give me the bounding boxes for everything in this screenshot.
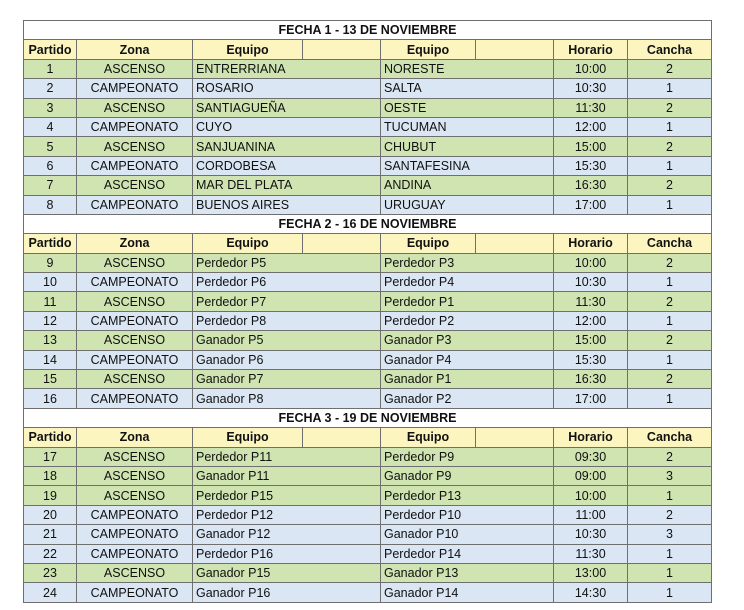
section-title-row <box>24 408 712 427</box>
match-team-home: Ganador P8 <box>193 389 381 408</box>
match-court: 1 <box>628 117 712 136</box>
match-team-home: Ganador P15 <box>193 563 381 582</box>
match-team-away: NORESTE <box>381 59 554 78</box>
match-team-home: Perdedor P12 <box>193 505 381 524</box>
match-time: 15:30 <box>554 350 628 369</box>
match-zone: CAMPEONATO <box>77 544 193 563</box>
match-zone: ASCENSO <box>77 466 193 485</box>
match-zone: ASCENSO <box>77 98 193 117</box>
match-team-home: BUENOS AIRES <box>193 195 381 214</box>
match-zone: ASCENSO <box>77 292 193 311</box>
match-team-away: Perdedor P3 <box>381 253 554 272</box>
header-row <box>24 40 712 59</box>
match-team-away: Ganador P3 <box>381 331 554 350</box>
header-equipo-local: Equipo <box>193 428 303 447</box>
header-horario: Horario <box>554 40 628 59</box>
match-team-away: Ganador P9 <box>381 466 554 485</box>
match-number: 1 <box>24 59 77 78</box>
header-spacer <box>476 234 554 253</box>
match-time: 16:30 <box>554 176 628 195</box>
match-team-away: Ganador P1 <box>381 370 554 389</box>
match-number: 4 <box>24 117 77 136</box>
header-row <box>24 234 712 253</box>
match-time: 09:30 <box>554 447 628 466</box>
match-time: 11:30 <box>554 292 628 311</box>
match-court: 1 <box>628 195 712 214</box>
match-team-away: Ganador P10 <box>381 525 554 544</box>
header-spacer <box>476 428 554 447</box>
match-court: 2 <box>628 137 712 156</box>
match-time: 10:30 <box>554 79 628 98</box>
match-time: 10:30 <box>554 273 628 292</box>
match-row <box>24 176 712 195</box>
header-equipo-local: Equipo <box>193 234 303 253</box>
match-row <box>24 486 712 505</box>
match-row <box>24 98 712 117</box>
match-court: 1 <box>628 486 712 505</box>
match-zone: ASCENSO <box>77 137 193 156</box>
match-row <box>24 59 712 78</box>
match-time: 12:00 <box>554 117 628 136</box>
match-time: 15:00 <box>554 331 628 350</box>
match-team-home: SANTIAGUEÑA <box>193 98 381 117</box>
match-row <box>24 389 712 408</box>
match-number: 24 <box>24 583 77 602</box>
match-row <box>24 273 712 292</box>
match-number: 20 <box>24 505 77 524</box>
match-team-home: CORDOBESA <box>193 156 381 175</box>
match-number: 8 <box>24 195 77 214</box>
match-court: 1 <box>628 311 712 330</box>
match-team-away: Ganador P2 <box>381 389 554 408</box>
match-team-away: SALTA <box>381 79 554 98</box>
match-zone: CAMPEONATO <box>77 350 193 369</box>
match-number: 7 <box>24 176 77 195</box>
match-number: 13 <box>24 331 77 350</box>
section-title: FECHA 3 - 19 DE NOVIEMBRE <box>24 408 712 427</box>
match-court: 1 <box>628 389 712 408</box>
match-team-away: SANTAFESINA <box>381 156 554 175</box>
match-row <box>24 583 712 602</box>
match-court: 1 <box>628 350 712 369</box>
header-zona: Zona <box>77 40 193 59</box>
header-horario: Horario <box>554 428 628 447</box>
match-zone: CAMPEONATO <box>77 195 193 214</box>
header-zona: Zona <box>77 428 193 447</box>
match-number: 15 <box>24 370 77 389</box>
match-row <box>24 292 712 311</box>
match-number: 23 <box>24 563 77 582</box>
match-team-home: Ganador P7 <box>193 370 381 389</box>
header-spacer <box>476 40 554 59</box>
header-partido: Partido <box>24 40 77 59</box>
header-equipo-visitante: Equipo <box>381 234 476 253</box>
match-court: 3 <box>628 525 712 544</box>
match-zone: ASCENSO <box>77 563 193 582</box>
match-team-home: CUYO <box>193 117 381 136</box>
match-zone: ASCENSO <box>77 486 193 505</box>
match-team-home: ENTRERRIANA <box>193 59 381 78</box>
header-spacer <box>303 428 381 447</box>
header-horario: Horario <box>554 234 628 253</box>
match-zone: CAMPEONATO <box>77 525 193 544</box>
match-team-away: Perdedor P4 <box>381 273 554 292</box>
match-row <box>24 563 712 582</box>
match-court: 2 <box>628 447 712 466</box>
match-row <box>24 311 712 330</box>
match-row <box>24 331 712 350</box>
match-zone: CAMPEONATO <box>77 583 193 602</box>
match-time: 10:00 <box>554 59 628 78</box>
match-row <box>24 466 712 485</box>
header-cancha: Cancha <box>628 428 712 447</box>
match-court: 2 <box>628 505 712 524</box>
match-row <box>24 525 712 544</box>
match-row <box>24 505 712 524</box>
match-team-home: Perdedor P7 <box>193 292 381 311</box>
match-team-away: Perdedor P14 <box>381 544 554 563</box>
match-time: 11:30 <box>554 98 628 117</box>
match-row <box>24 544 712 563</box>
match-team-away: Ganador P14 <box>381 583 554 602</box>
match-number: 6 <box>24 156 77 175</box>
match-number: 3 <box>24 98 77 117</box>
match-team-home: Ganador P6 <box>193 350 381 369</box>
match-number: 14 <box>24 350 77 369</box>
match-zone: ASCENSO <box>77 253 193 272</box>
match-court: 2 <box>628 98 712 117</box>
match-team-home: Perdedor P6 <box>193 273 381 292</box>
match-team-home: Ganador P11 <box>193 466 381 485</box>
match-zone: CAMPEONATO <box>77 389 193 408</box>
match-team-away: CHUBUT <box>381 137 554 156</box>
match-row <box>24 195 712 214</box>
match-court: 2 <box>628 253 712 272</box>
section-title: FECHA 1 - 13 DE NOVIEMBRE <box>24 21 712 40</box>
section-title-row <box>24 214 712 233</box>
match-row <box>24 370 712 389</box>
match-time: 14:30 <box>554 583 628 602</box>
header-spacer <box>303 40 381 59</box>
match-time: 11:00 <box>554 505 628 524</box>
match-court: 1 <box>628 156 712 175</box>
match-number: 16 <box>24 389 77 408</box>
header-row <box>24 428 712 447</box>
match-team-home: Perdedor P5 <box>193 253 381 272</box>
match-team-home: Ganador P16 <box>193 583 381 602</box>
match-number: 17 <box>24 447 77 466</box>
match-number: 9 <box>24 253 77 272</box>
match-zone: ASCENSO <box>77 176 193 195</box>
match-zone: CAMPEONATO <box>77 156 193 175</box>
header-equipo-visitante: Equipo <box>381 40 476 59</box>
match-number: 11 <box>24 292 77 311</box>
match-team-home: Ganador P12 <box>193 525 381 544</box>
match-team-away: Perdedor P9 <box>381 447 554 466</box>
match-team-away: Perdedor P13 <box>381 486 554 505</box>
match-court: 2 <box>628 292 712 311</box>
match-zone: ASCENSO <box>77 331 193 350</box>
match-team-home: Perdedor P11 <box>193 447 381 466</box>
match-row <box>24 447 712 466</box>
match-time: 15:30 <box>554 156 628 175</box>
header-cancha: Cancha <box>628 40 712 59</box>
match-row <box>24 350 712 369</box>
match-time: 10:30 <box>554 525 628 544</box>
match-time: 17:00 <box>554 389 628 408</box>
match-court: 1 <box>628 79 712 98</box>
match-time: 10:00 <box>554 253 628 272</box>
match-time: 16:30 <box>554 370 628 389</box>
match-number: 22 <box>24 544 77 563</box>
match-zone: ASCENSO <box>77 447 193 466</box>
match-court: 1 <box>628 544 712 563</box>
match-number: 10 <box>24 273 77 292</box>
header-partido: Partido <box>24 428 77 447</box>
match-team-home: Perdedor P8 <box>193 311 381 330</box>
match-zone: CAMPEONATO <box>77 505 193 524</box>
fixture-body <box>24 21 712 603</box>
match-court: 2 <box>628 331 712 350</box>
match-number: 2 <box>24 79 77 98</box>
match-court: 1 <box>628 273 712 292</box>
section-title: FECHA 2 - 16 DE NOVIEMBRE <box>24 214 712 233</box>
match-team-away: Ganador P4 <box>381 350 554 369</box>
header-zona: Zona <box>77 234 193 253</box>
match-zone: ASCENSO <box>77 59 193 78</box>
match-team-away: Perdedor P2 <box>381 311 554 330</box>
match-time: 17:00 <box>554 195 628 214</box>
header-equipo-visitante: Equipo <box>381 428 476 447</box>
match-team-away: OESTE <box>381 98 554 117</box>
header-equipo-local: Equipo <box>193 40 303 59</box>
match-court: 1 <box>628 583 712 602</box>
match-time: 09:00 <box>554 466 628 485</box>
match-number: 5 <box>24 137 77 156</box>
match-court: 3 <box>628 466 712 485</box>
match-time: 12:00 <box>554 311 628 330</box>
section-title-row <box>24 21 712 40</box>
fixture-sheet <box>23 20 712 603</box>
match-team-home: Perdedor P16 <box>193 544 381 563</box>
match-team-home: MAR DEL PLATA <box>193 176 381 195</box>
match-row <box>24 137 712 156</box>
match-zone: CAMPEONATO <box>77 311 193 330</box>
match-number: 19 <box>24 486 77 505</box>
match-number: 21 <box>24 525 77 544</box>
match-team-away: Perdedor P1 <box>381 292 554 311</box>
match-team-away: ANDINA <box>381 176 554 195</box>
match-time: 13:00 <box>554 563 628 582</box>
fixture-table <box>23 20 712 603</box>
match-team-home: Perdedor P15 <box>193 486 381 505</box>
match-team-home: SANJUANINA <box>193 137 381 156</box>
match-zone: ASCENSO <box>77 370 193 389</box>
match-row <box>24 117 712 136</box>
match-team-home: ROSARIO <box>193 79 381 98</box>
match-time: 11:30 <box>554 544 628 563</box>
match-row <box>24 156 712 175</box>
match-team-home: Ganador P5 <box>193 331 381 350</box>
match-zone: CAMPEONATO <box>77 117 193 136</box>
match-row <box>24 79 712 98</box>
match-time: 10:00 <box>554 486 628 505</box>
match-zone: CAMPEONATO <box>77 273 193 292</box>
header-partido: Partido <box>24 234 77 253</box>
match-team-away: TUCUMAN <box>381 117 554 136</box>
match-court: 2 <box>628 59 712 78</box>
header-cancha: Cancha <box>628 234 712 253</box>
header-spacer <box>303 234 381 253</box>
match-number: 18 <box>24 466 77 485</box>
match-team-away: URUGUAY <box>381 195 554 214</box>
match-court: 2 <box>628 370 712 389</box>
match-court: 2 <box>628 176 712 195</box>
match-number: 12 <box>24 311 77 330</box>
match-team-away: Perdedor P10 <box>381 505 554 524</box>
match-time: 15:00 <box>554 137 628 156</box>
match-row <box>24 253 712 272</box>
match-zone: CAMPEONATO <box>77 79 193 98</box>
match-team-away: Ganador P13 <box>381 563 554 582</box>
match-court: 1 <box>628 563 712 582</box>
